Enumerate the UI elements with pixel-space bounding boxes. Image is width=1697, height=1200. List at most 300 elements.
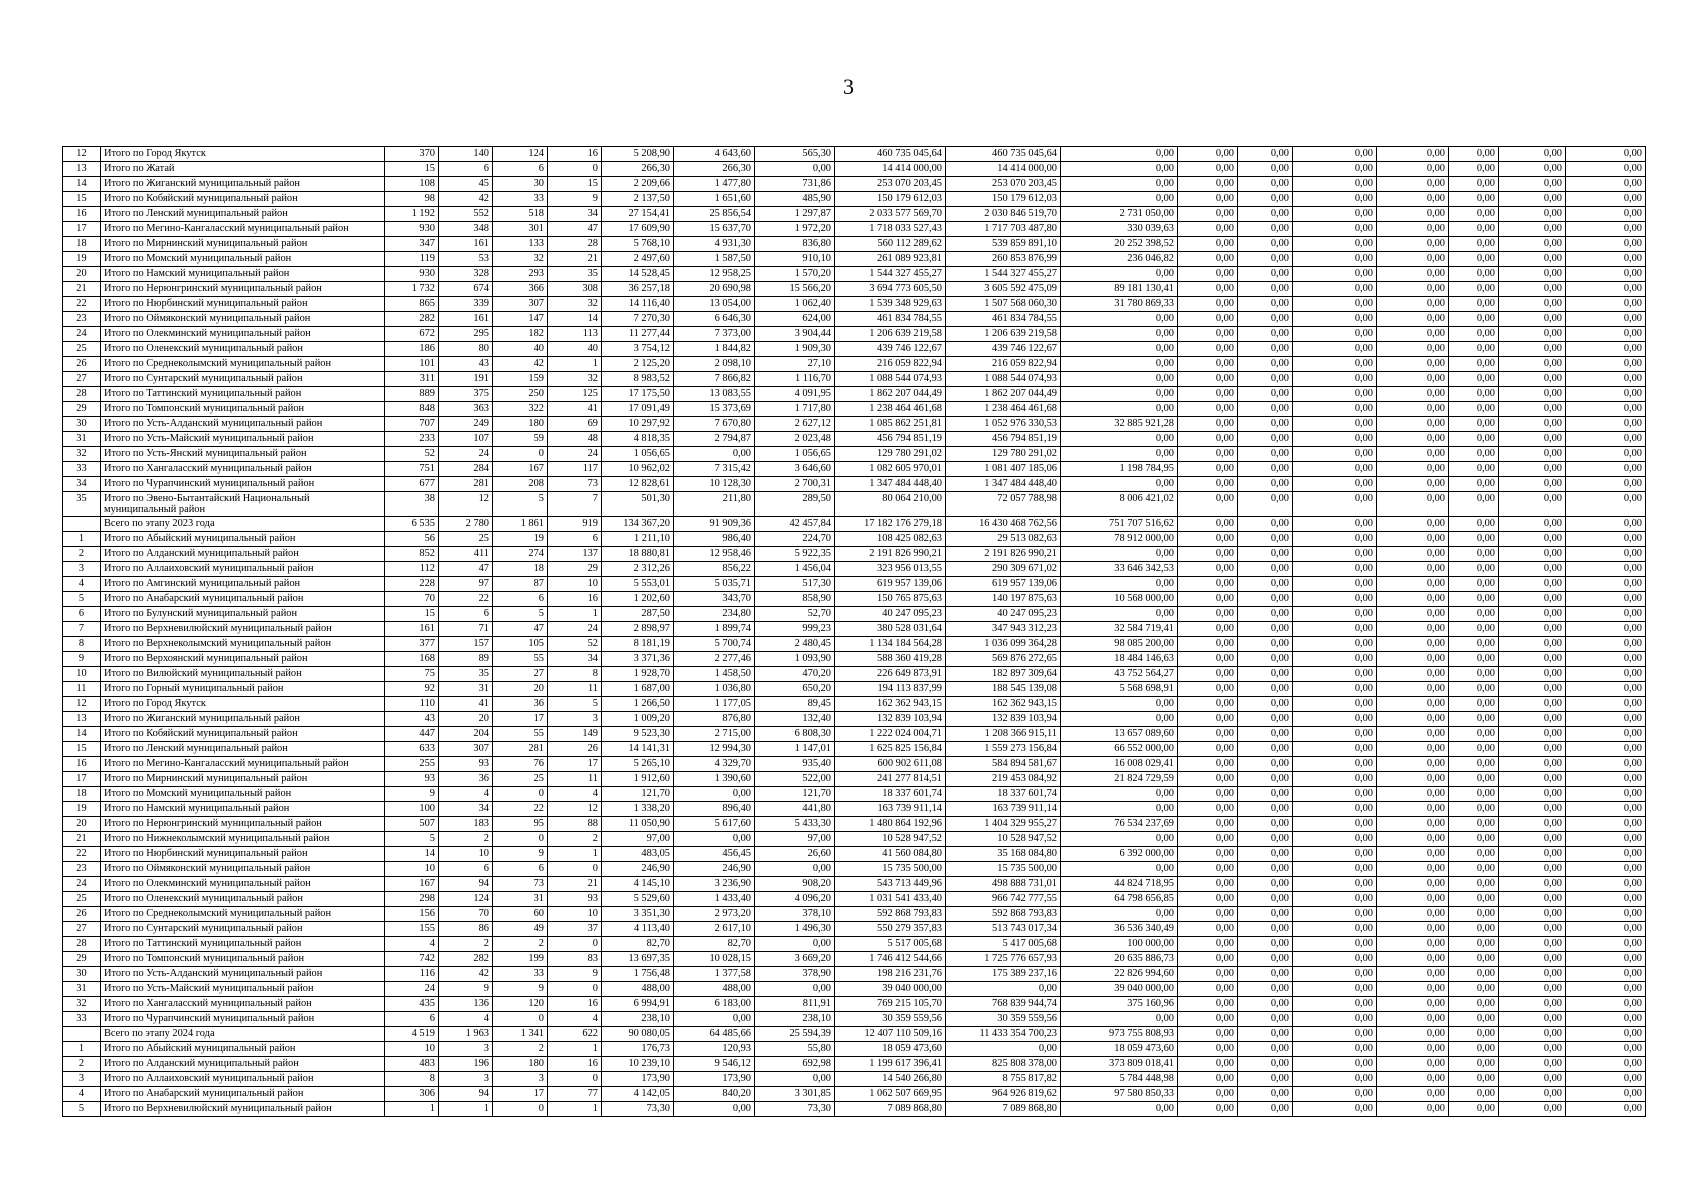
value-cell: 134 367,20: [602, 517, 674, 532]
value-cell: 0,00: [946, 982, 1061, 997]
value-cell: 14: [385, 847, 439, 862]
value-cell: 18: [493, 562, 548, 577]
value-cell: 677: [385, 477, 439, 492]
value-cell: 600 902 611,08: [835, 757, 946, 772]
value-cell: 0,00: [1293, 982, 1377, 997]
value-cell: 622: [548, 1027, 602, 1042]
municipality-name-cell: Итого по Томпонский муниципальный район: [101, 402, 385, 417]
value-cell: 7 670,80: [674, 417, 755, 432]
value-cell: 0,00: [1293, 772, 1377, 787]
row-number-cell: 15: [63, 742, 101, 757]
value-cell: 0,00: [1178, 312, 1238, 327]
municipality-name-cell: Итого по Намский муниципальный район: [101, 802, 385, 817]
value-cell: 0,00: [1293, 237, 1377, 252]
value-cell: 0,00: [1449, 1087, 1499, 1102]
municipality-name-cell: Итого по Таттинский муниципальный район: [101, 937, 385, 952]
value-cell: 0,00: [1377, 877, 1449, 892]
value-cell: 375: [439, 387, 493, 402]
value-cell: 692,98: [755, 1057, 835, 1072]
row-number-cell: 4: [63, 577, 101, 592]
value-cell: 6 183,00: [674, 997, 755, 1012]
value-cell: 21 824 729,59: [1061, 772, 1178, 787]
value-cell: 0,00: [1293, 297, 1377, 312]
value-cell: 0,00: [1377, 772, 1449, 787]
value-cell: 0,00: [1449, 207, 1499, 222]
value-cell: 0,00: [1449, 252, 1499, 267]
value-cell: 0,00: [1178, 877, 1238, 892]
value-cell: 330 039,63: [1061, 222, 1178, 237]
value-cell: 619 957 139,06: [835, 577, 946, 592]
value-cell: 97,00: [602, 832, 674, 847]
value-cell: 17: [493, 1087, 548, 1102]
value-cell: 0,00: [1293, 892, 1377, 907]
value-cell: 0,00: [1293, 832, 1377, 847]
table-row: [63, 477, 1646, 492]
value-cell: 0,00: [1377, 997, 1449, 1012]
value-cell: 7 270,30: [602, 312, 674, 327]
value-cell: 0,00: [1061, 802, 1178, 817]
value-cell: 0,00: [1377, 357, 1449, 372]
table-row: [63, 1072, 1646, 1087]
value-cell: 439 746 122,67: [835, 342, 946, 357]
value-cell: 0,00: [1178, 1042, 1238, 1057]
value-cell: 0,00: [1238, 772, 1293, 787]
value-cell: 0,00: [1293, 967, 1377, 982]
value-cell: 133: [493, 237, 548, 252]
value-cell: 25: [493, 772, 548, 787]
table-row: [63, 637, 1646, 652]
value-cell: 0,00: [1499, 697, 1566, 712]
value-cell: 1 134 184 564,28: [835, 637, 946, 652]
value-cell: 0,00: [1178, 847, 1238, 862]
value-cell: 0,00: [1499, 1057, 1566, 1072]
value-cell: 5 433,30: [755, 817, 835, 832]
value-cell: 0,00: [1499, 1087, 1566, 1102]
value-cell: 38: [385, 492, 439, 517]
value-cell: 0,00: [1566, 447, 1646, 462]
value-cell: 2 700,31: [755, 477, 835, 492]
value-cell: 2 780: [439, 517, 493, 532]
value-cell: 0,00: [1499, 177, 1566, 192]
value-cell: 198 216 231,76: [835, 967, 946, 982]
row-number-cell: 16: [63, 207, 101, 222]
value-cell: 0,00: [1293, 162, 1377, 177]
value-cell: 3 694 773 605,50: [835, 282, 946, 297]
value-cell: 149: [548, 727, 602, 742]
value-cell: 10 528 947,52: [946, 832, 1061, 847]
value-cell: 180: [493, 417, 548, 432]
value-cell: 34: [548, 652, 602, 667]
value-cell: 441,80: [755, 802, 835, 817]
value-cell: 0,00: [1293, 462, 1377, 477]
value-cell: 0,00: [1238, 147, 1293, 162]
value-cell: 2: [548, 832, 602, 847]
value-cell: 488,00: [602, 982, 674, 997]
value-cell: 17 182 176 279,18: [835, 517, 946, 532]
value-cell: 0,00: [1566, 877, 1646, 892]
value-cell: 6 646,30: [674, 312, 755, 327]
value-cell: 0,00: [1293, 1027, 1377, 1042]
value-cell: 0,00: [1178, 892, 1238, 907]
value-cell: 483: [385, 1057, 439, 1072]
table-row: [63, 402, 1646, 417]
value-cell: 36: [493, 697, 548, 712]
value-cell: 14 116,40: [602, 297, 674, 312]
value-cell: 363: [439, 402, 493, 417]
municipality-name-cell: Итого по Абыйский муниципальный район: [101, 1042, 385, 1057]
municipality-name-cell: Итого по Сунтарский муниципальный район: [101, 372, 385, 387]
value-cell: 52: [548, 637, 602, 652]
row-number-cell: 13: [63, 712, 101, 727]
municipality-name-cell: Итого по Верхоянский муниципальный район: [101, 652, 385, 667]
value-cell: 507: [385, 817, 439, 832]
value-cell: 672: [385, 327, 439, 342]
value-cell: 0,00: [1566, 462, 1646, 477]
value-cell: 0,00: [1178, 177, 1238, 192]
value-cell: 707: [385, 417, 439, 432]
value-cell: 460 735 045,64: [946, 147, 1061, 162]
value-cell: 186: [385, 342, 439, 357]
value-cell: 0,00: [1377, 952, 1449, 967]
value-cell: 0,00: [1178, 147, 1238, 162]
value-cell: 9 523,30: [602, 727, 674, 742]
value-cell: 1 238 464 461,68: [835, 402, 946, 417]
value-cell: 0,00: [1566, 417, 1646, 432]
value-cell: 31: [493, 892, 548, 907]
value-cell: 52,70: [755, 607, 835, 622]
value-cell: 18 059 473,60: [835, 1042, 946, 1057]
value-cell: 0,00: [1377, 712, 1449, 727]
row-number-cell: 31: [63, 432, 101, 447]
value-cell: 1 862 207 044,49: [946, 387, 1061, 402]
row-number-cell: 20: [63, 267, 101, 282]
value-cell: 0,00: [946, 1042, 1061, 1057]
value-cell: 18 484 146,63: [1061, 652, 1178, 667]
value-cell: 0,00: [1178, 562, 1238, 577]
value-cell: 41: [439, 697, 493, 712]
value-cell: 0,00: [1566, 147, 1646, 162]
value-cell: 0,00: [1566, 192, 1646, 207]
value-cell: 5: [493, 492, 548, 517]
value-cell: 1 036,80: [674, 682, 755, 697]
value-cell: 1 458,50: [674, 667, 755, 682]
value-cell: 4 142,05: [602, 1087, 674, 1102]
row-number-cell: 20: [63, 817, 101, 832]
value-cell: 0,00: [1293, 697, 1377, 712]
value-cell: 0,00: [1499, 997, 1566, 1012]
value-cell: 768 839 944,74: [946, 997, 1061, 1012]
value-cell: 0,00: [1449, 607, 1499, 622]
value-cell: 0,00: [1449, 1102, 1499, 1117]
value-cell: 1 062,40: [755, 297, 835, 312]
housing-program-table: [62, 146, 1646, 1117]
value-cell: 0,00: [1178, 787, 1238, 802]
value-cell: 2 497,60: [602, 252, 674, 267]
row-number-cell: 5: [63, 592, 101, 607]
value-cell: 0,00: [1238, 967, 1293, 982]
value-cell: 0,00: [1238, 252, 1293, 267]
value-cell: 470,20: [755, 667, 835, 682]
value-cell: 15: [385, 607, 439, 622]
value-cell: 0: [548, 162, 602, 177]
value-cell: 569 876 272,65: [946, 652, 1061, 667]
value-cell: 0,00: [1377, 532, 1449, 547]
value-cell: 0,00: [1449, 417, 1499, 432]
value-cell: 0,00: [1238, 922, 1293, 937]
value-cell: 0,00: [1377, 922, 1449, 937]
value-cell: 0,00: [1377, 267, 1449, 282]
value-cell: 140 197 875,63: [946, 592, 1061, 607]
value-cell: 9: [548, 967, 602, 982]
value-cell: 0,00: [1238, 477, 1293, 492]
value-cell: 83: [548, 952, 602, 967]
value-cell: 0,00: [1499, 967, 1566, 982]
value-cell: 76 534 237,69: [1061, 817, 1178, 832]
municipality-name-cell: Итого по Чурапчинский муниципальный район: [101, 1012, 385, 1027]
value-cell: 0,00: [1178, 802, 1238, 817]
value-cell: 0,00: [1178, 372, 1238, 387]
value-cell: 0,00: [1293, 742, 1377, 757]
value-cell: 0,00: [1238, 577, 1293, 592]
value-cell: 89 181 130,41: [1061, 282, 1178, 297]
value-cell: 0,00: [1377, 802, 1449, 817]
value-cell: 377: [385, 637, 439, 652]
value-cell: 0,00: [1566, 562, 1646, 577]
table-row: [63, 757, 1646, 772]
value-cell: 163 739 911,14: [946, 802, 1061, 817]
value-cell: 194 113 837,99: [835, 682, 946, 697]
value-cell: 10: [548, 907, 602, 922]
value-cell: 119: [385, 252, 439, 267]
value-cell: 1 202,60: [602, 592, 674, 607]
value-cell: 0,00: [755, 862, 835, 877]
value-cell: 241 277 814,51: [835, 772, 946, 787]
value-cell: 0,00: [1499, 592, 1566, 607]
value-cell: 162 362 943,15: [835, 697, 946, 712]
value-cell: 0,00: [1061, 787, 1178, 802]
value-cell: 650,20: [755, 682, 835, 697]
value-cell: 0,00: [1293, 922, 1377, 937]
value-cell: 0,00: [1499, 847, 1566, 862]
value-cell: 0,00: [1499, 462, 1566, 477]
value-cell: 0,00: [1449, 1042, 1499, 1057]
value-cell: 12: [439, 492, 493, 517]
value-cell: 0,00: [1178, 997, 1238, 1012]
value-cell: 517,30: [755, 577, 835, 592]
value-cell: 49: [493, 922, 548, 937]
value-cell: 132 839 103,94: [835, 712, 946, 727]
value-cell: 1 404 329 955,27: [946, 817, 1061, 832]
value-cell: 14 414 000,00: [835, 162, 946, 177]
value-cell: 10 962,02: [602, 462, 674, 477]
value-cell: 0,00: [1377, 727, 1449, 742]
value-cell: 162 362 943,15: [946, 697, 1061, 712]
value-cell: 36 536 340,49: [1061, 922, 1178, 937]
table-body: [63, 147, 1646, 1117]
row-number-cell: 8: [63, 637, 101, 652]
value-cell: 1 480 864 192,96: [835, 817, 946, 832]
table-row: [63, 712, 1646, 727]
value-cell: 0,00: [1178, 532, 1238, 547]
value-cell: 0,00: [1566, 682, 1646, 697]
value-cell: 2 191 826 990,21: [946, 547, 1061, 562]
value-cell: 311: [385, 372, 439, 387]
value-cell: 108 425 082,63: [835, 532, 946, 547]
value-cell: 121,70: [755, 787, 835, 802]
value-cell: 0,00: [1449, 532, 1499, 547]
value-cell: 0,00: [1499, 937, 1566, 952]
municipality-name-cell: Итого по Мирнинский муниципальный район: [101, 772, 385, 787]
value-cell: 22: [439, 592, 493, 607]
value-cell: 0,00: [1061, 712, 1178, 727]
value-cell: 0,00: [1293, 547, 1377, 562]
value-cell: 129 780 291,02: [946, 447, 1061, 462]
table-row: [63, 417, 1646, 432]
value-cell: 0,00: [1377, 982, 1449, 997]
value-cell: 21: [548, 252, 602, 267]
value-cell: 6 808,30: [755, 727, 835, 742]
value-cell: 1 206 639 219,58: [835, 327, 946, 342]
value-cell: 301: [493, 222, 548, 237]
value-cell: 501,30: [602, 492, 674, 517]
value-cell: 1 687,00: [602, 682, 674, 697]
value-cell: 0,00: [1178, 712, 1238, 727]
value-cell: 0,00: [1499, 432, 1566, 447]
value-cell: 43: [439, 357, 493, 372]
table-row: [63, 622, 1646, 637]
table-row: [63, 787, 1646, 802]
value-cell: 0,00: [1178, 1087, 1238, 1102]
value-cell: 40 247 095,23: [835, 607, 946, 622]
value-cell: 116: [385, 967, 439, 982]
value-cell: 0,00: [1377, 1102, 1449, 1117]
value-cell: 6: [493, 862, 548, 877]
value-cell: 0,00: [1449, 1027, 1499, 1042]
value-cell: 163 739 911,14: [835, 802, 946, 817]
value-cell: 30 359 559,56: [835, 1012, 946, 1027]
value-cell: 0,00: [1178, 1027, 1238, 1042]
value-cell: 2 191 826 990,21: [835, 547, 946, 562]
value-cell: 33 646 342,53: [1061, 562, 1178, 577]
value-cell: 0,00: [1499, 327, 1566, 342]
row-number-cell: 25: [63, 342, 101, 357]
value-cell: 0,00: [1449, 922, 1499, 937]
value-cell: 3 646,60: [755, 462, 835, 477]
value-cell: 24: [548, 622, 602, 637]
value-cell: 157: [439, 637, 493, 652]
value-cell: 0,00: [1061, 697, 1178, 712]
value-cell: 1: [548, 357, 602, 372]
value-cell: 36: [439, 772, 493, 787]
value-cell: 167: [493, 462, 548, 477]
table-row: [63, 267, 1646, 282]
value-cell: 20: [493, 682, 548, 697]
value-cell: 8 983,52: [602, 372, 674, 387]
value-cell: 1: [548, 1102, 602, 1117]
table-row: [63, 372, 1646, 387]
value-cell: 0,00: [1238, 607, 1293, 622]
value-cell: 0,00: [1178, 667, 1238, 682]
value-cell: 0,00: [1061, 147, 1178, 162]
value-cell: 0,00: [1566, 492, 1646, 517]
value-cell: 0,00: [1449, 847, 1499, 862]
value-cell: 1 746 412 544,66: [835, 952, 946, 967]
value-cell: 249: [439, 417, 493, 432]
value-cell: 66 552 000,00: [1061, 742, 1178, 757]
value-cell: 117: [548, 462, 602, 477]
value-cell: 0,00: [1566, 997, 1646, 1012]
value-cell: 0,00: [1293, 637, 1377, 652]
value-cell: 73: [548, 477, 602, 492]
value-cell: 93: [385, 772, 439, 787]
value-cell: 0,00: [674, 1012, 755, 1027]
value-cell: 89: [439, 652, 493, 667]
municipality-name-cell: Итого по Мегино-Кангаласский муниципальный район: [101, 757, 385, 772]
value-cell: 32 584 719,41: [1061, 622, 1178, 637]
value-cell: 343,70: [674, 592, 755, 607]
row-number-cell: 22: [63, 847, 101, 862]
row-number-cell: 24: [63, 327, 101, 342]
value-cell: 21: [548, 877, 602, 892]
row-number-cell: 33: [63, 1012, 101, 1027]
value-cell: 45: [439, 177, 493, 192]
value-cell: 0,00: [1449, 832, 1499, 847]
value-cell: 15 637,70: [674, 222, 755, 237]
value-cell: 0,00: [1449, 802, 1499, 817]
value-cell: 0,00: [1449, 282, 1499, 297]
value-cell: 0,00: [1499, 492, 1566, 517]
value-cell: 0,00: [1238, 652, 1293, 667]
value-cell: 0,00: [1449, 342, 1499, 357]
value-cell: 0,00: [1566, 802, 1646, 817]
value-cell: 0,00: [1238, 787, 1293, 802]
value-cell: 0,00: [1293, 607, 1377, 622]
value-cell: 0,00: [1449, 547, 1499, 562]
value-cell: 124: [493, 147, 548, 162]
value-cell: 964 926 819,62: [946, 1087, 1061, 1102]
value-cell: 6 392 000,00: [1061, 847, 1178, 862]
value-cell: 3 371,36: [602, 652, 674, 667]
value-cell: 0,00: [674, 1102, 755, 1117]
value-cell: 32: [493, 252, 548, 267]
row-number-cell: 12: [63, 697, 101, 712]
value-cell: 456,45: [674, 847, 755, 862]
value-cell: 0,00: [1449, 937, 1499, 952]
value-cell: 0,00: [1293, 562, 1377, 577]
value-cell: 0,00: [1178, 432, 1238, 447]
value-cell: 161: [439, 237, 493, 252]
value-cell: 1 559 273 156,84: [946, 742, 1061, 757]
value-cell: 2 312,26: [602, 562, 674, 577]
value-cell: 71: [439, 622, 493, 637]
row-number-cell: 17: [63, 772, 101, 787]
value-cell: 0,00: [1238, 712, 1293, 727]
value-cell: 1 056,65: [755, 447, 835, 462]
value-cell: 0,00: [1178, 342, 1238, 357]
value-cell: 98 085 200,00: [1061, 637, 1178, 652]
value-cell: 0,00: [1499, 1027, 1566, 1042]
value-cell: 0,00: [1178, 757, 1238, 772]
value-cell: 55: [493, 727, 548, 742]
value-cell: 0,00: [1293, 1072, 1377, 1087]
table-row: [63, 207, 1646, 222]
value-cell: 0: [548, 862, 602, 877]
value-cell: 5 517 005,68: [835, 937, 946, 952]
value-cell: 1 861: [493, 517, 548, 532]
value-cell: 0,00: [1178, 327, 1238, 342]
value-cell: 1 507 568 060,30: [946, 297, 1061, 312]
value-cell: 0,00: [1293, 577, 1377, 592]
